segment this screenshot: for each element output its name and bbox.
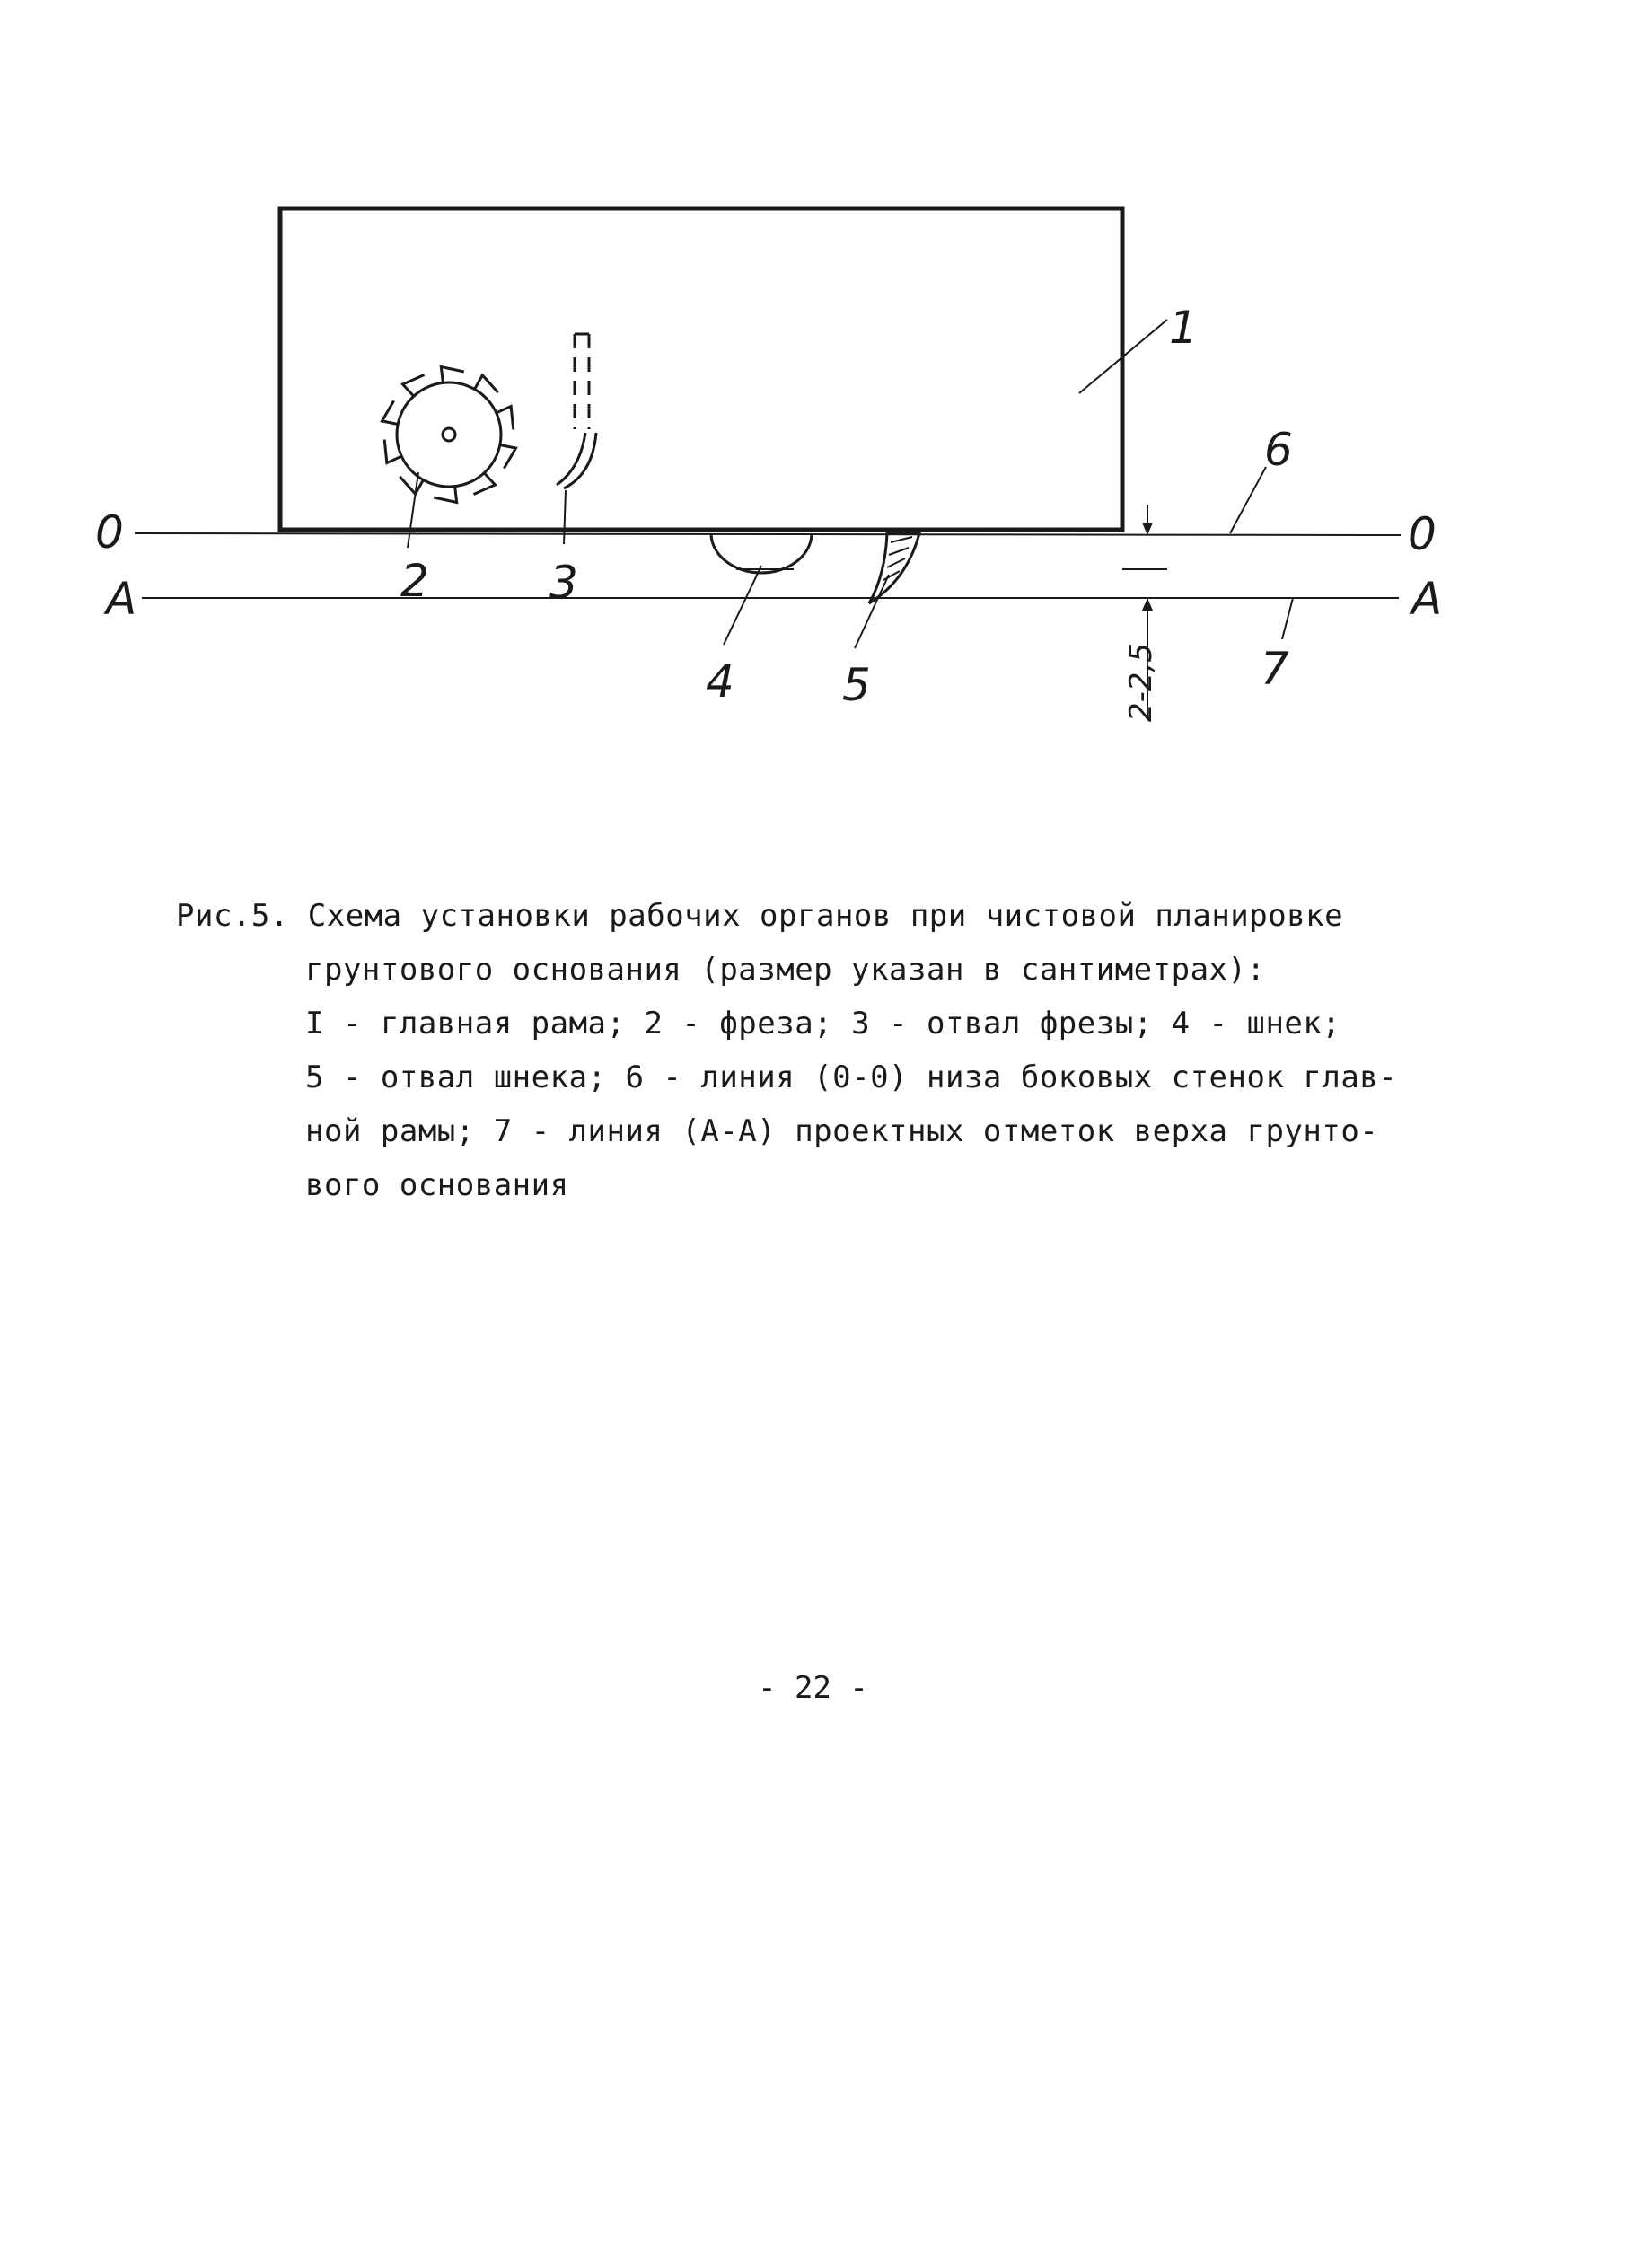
caption-line: I - главная рама; 2 - фреза; 3 - отвал фрезы; 4 - шнек;: [305, 1006, 1341, 1042]
machine-diagram: [0, 0, 1626, 808]
leader-lines: [408, 320, 1293, 648]
cutter-tooth: [434, 487, 456, 503]
cutter-rotor: [382, 366, 516, 502]
line-0-0: [135, 533, 1401, 535]
cutter-tooth: [403, 374, 425, 396]
caption-line: вого основания: [305, 1167, 569, 1203]
mark-a-right: A: [1411, 573, 1443, 625]
page-number: - 22 -: [758, 1670, 868, 1706]
label-line-a-a: 7: [1261, 643, 1289, 695]
cutter-tooth: [474, 473, 496, 495]
cutter-tooth: [441, 366, 463, 382]
main-frame: [280, 208, 1122, 530]
mark-zero-right: 0: [1408, 508, 1437, 560]
mark-zero-left: 0: [95, 506, 124, 558]
cutter-tooth: [382, 400, 399, 424]
label-line-0-0: 6: [1264, 424, 1293, 476]
mark-a-left: A: [106, 573, 137, 625]
label-cutter: 2: [400, 555, 429, 607]
caption-line: Рис.5. Схема установки рабочих органов при чистовой планировке: [176, 898, 1344, 934]
figure-caption: [176, 889, 1415, 1212]
cutter-tooth: [500, 445, 516, 469]
label-auger: 4: [706, 655, 734, 708]
caption-line: 5 - отвал шнека; 6 - линия (0-0) низа боковых стенок глав-: [305, 1059, 1398, 1095]
caption-line: ной рамы; 7 - линия (А-А) проектных отметок верха грунто-: [305, 1113, 1379, 1149]
label-cutter-blade: 3: [549, 557, 578, 609]
caption-line: грунтового основания (размер указан в сантиметрах):: [305, 952, 1266, 988]
dimension-label: 2-2,5: [1123, 643, 1159, 722]
label-main-frame: 1: [1169, 302, 1198, 354]
auger-blade: [869, 533, 919, 603]
label-auger-blade: 5: [842, 659, 871, 711]
cutter-blade: [557, 334, 596, 488]
